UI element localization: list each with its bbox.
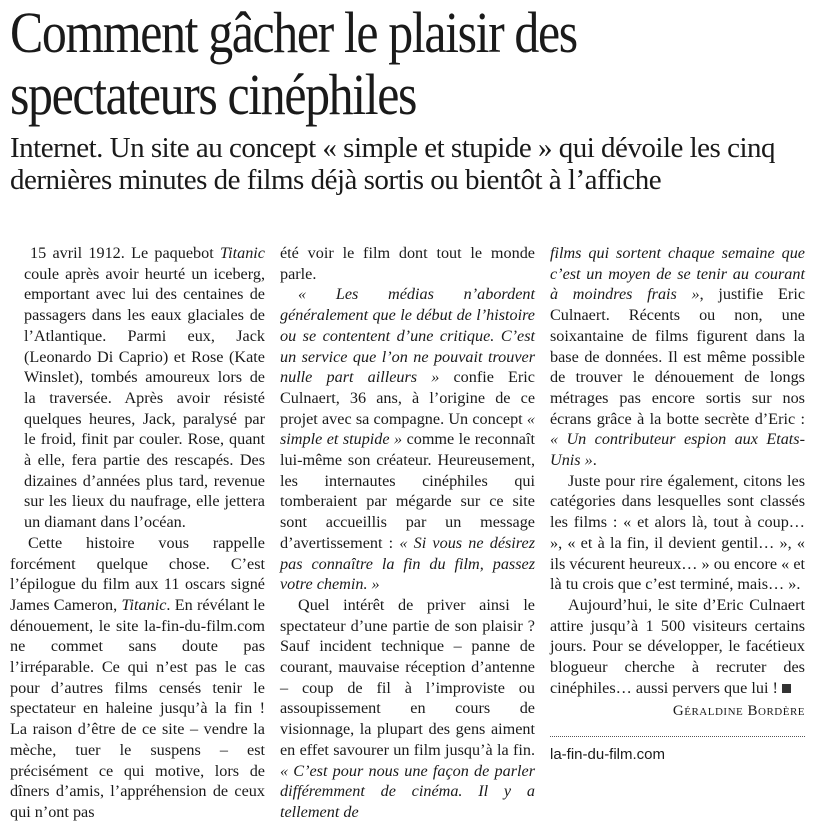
quote: « C’est pour nous une façon de parler différemment de cinéma. Il y a tellement de — [280, 761, 535, 821]
column-3 — [550, 243, 805, 766]
paragraph: été voir le film dont tout le monde parle. — [280, 244, 535, 283]
text-run: Aujourd’hui, le site d’Eric Culnaert attire jusqu’à 1 500 visiteurs certains jours. Pour se développer, le facétieux blogueur cherche à recruter des cinéphiles… aussi pervers que lui ! — [550, 595, 805, 697]
byline: Géraldine Bordère — [672, 703, 805, 720]
website-url: la-fin-du-film.com — [550, 746, 666, 764]
paragraph — [10, 243, 265, 533]
text-run: confie Eric Culnaert, 36 ans, à l’origine de ce projet avec sa compagne. Un concept — [280, 368, 535, 428]
divider — [550, 736, 805, 737]
film-title: Titanic — [220, 244, 265, 262]
quote: « simple et stupide » — [280, 409, 535, 449]
article-body — [10, 243, 805, 833]
column-2 — [280, 243, 535, 823]
text-run: . En révélant le dénouement, le site la-fin-du-film.com ne commet sans doute pas l’irréparable. Ce qui n’est pas le cas pour d’autres films censés tenir le spectateur en haleine jusqu’à la fin ! La raison d’être de ce site – vendre la mèche, tuer le suspens – est précisément ce qui motive, lors de dîners d’amis, l’appréhension de ceux qui n’ont pas — [10, 595, 265, 821]
paragraph — [280, 595, 535, 823]
text-run: . — [592, 451, 597, 470]
paragraph — [10, 533, 265, 823]
quote: « Les médias n’abordent généralement que le début de l’histoire ou se contentent d’une critique. C’est un service que l’on ne pouvait trouver nulle part ailleurs » — [280, 285, 535, 387]
text-run: 15 avril 1912. Le paquebot — [30, 244, 221, 262]
text-run: comme le reconnaît lui-même son créateur. Heureusement, les internautes cinéphiles qui tomberaient par mégarde sur ce site sont accueillis par un message d’avertissement : — [280, 430, 535, 552]
subtitle: Internet. Un site au concept « simple et stupide » qui dévoile les cinq dernières minutes de films déjà sortis ou bientôt à l’affiche — [10, 132, 776, 196]
text-run: , justifie Eric Culnaert. Récents ou non, une soixantaine de films figurent dans la base de données. Il est même possible de trouver le dénouement de longs métrages pas encore sortis sur nos écrans grâce à la botte secrète d’Eric : — [550, 285, 806, 428]
text-run: Quel intérêt de priver ainsi le spectateur d’une partie de son plaisir ? Sauf incident technique – panne de courant, mauvaise réception d’antenne – coup de fil à l’improviste ou assoupissement en cours de visionnage, la plupart des gens aiment en effet savourer un film jusqu’à la fin. — [280, 595, 535, 759]
paragraph — [550, 595, 805, 699]
text-run: coule après avoir heurté un iceberg, emportant avec lui des centaines de passagers dans les eaux glaciales de l’Atlantique. Parmi eux, Jack (Leonardo Di Caprio) et Rose (Kate Winslet), tombés amoureux lors de la traversée. Après avoir résisté quelques heures, Jack, paralysé par le froid, finit par couler. Rose, quant à elle, fera partie des rescapés. Des dizaines d’années plus tard, revenue sur les lieux du naufrage, elle jettera un diamant dans l’océan. — [24, 264, 265, 532]
text-run: Cette histoire vous rappelle forcément quelque chose. C’est l’épilogue du film aux 11 oscars signé James Cameron, — [10, 533, 265, 614]
column-1 — [10, 243, 265, 823]
quote: films qui sortent chaque semaine que c’est un moyen de se tenir au courant à moindres frais » — [550, 244, 805, 304]
paragraph — [280, 284, 535, 595]
quote: « Si vous ne désirez pas connaître la fin du film, passez votre chemin. » — [280, 533, 535, 594]
headline: Comment gâcher le plaisir des spectateurs cinéphiles — [10, 0, 577, 127]
film-title: Titanic — [121, 595, 167, 614]
quote: « Un contributeur espion aux Etats-Unis » — [550, 430, 805, 470]
paragraph — [550, 243, 805, 471]
end-mark-icon — [782, 684, 791, 693]
paragraph: Juste pour rire également, citons les catégories dans lesquelles sont classés les films : « et alors là, tout à coup… », « et à la fin, il devient gentil… », « ils vécurent heureux… » ou encore « et là tu crois que c’est terminé, mais… ». — [550, 471, 805, 594]
